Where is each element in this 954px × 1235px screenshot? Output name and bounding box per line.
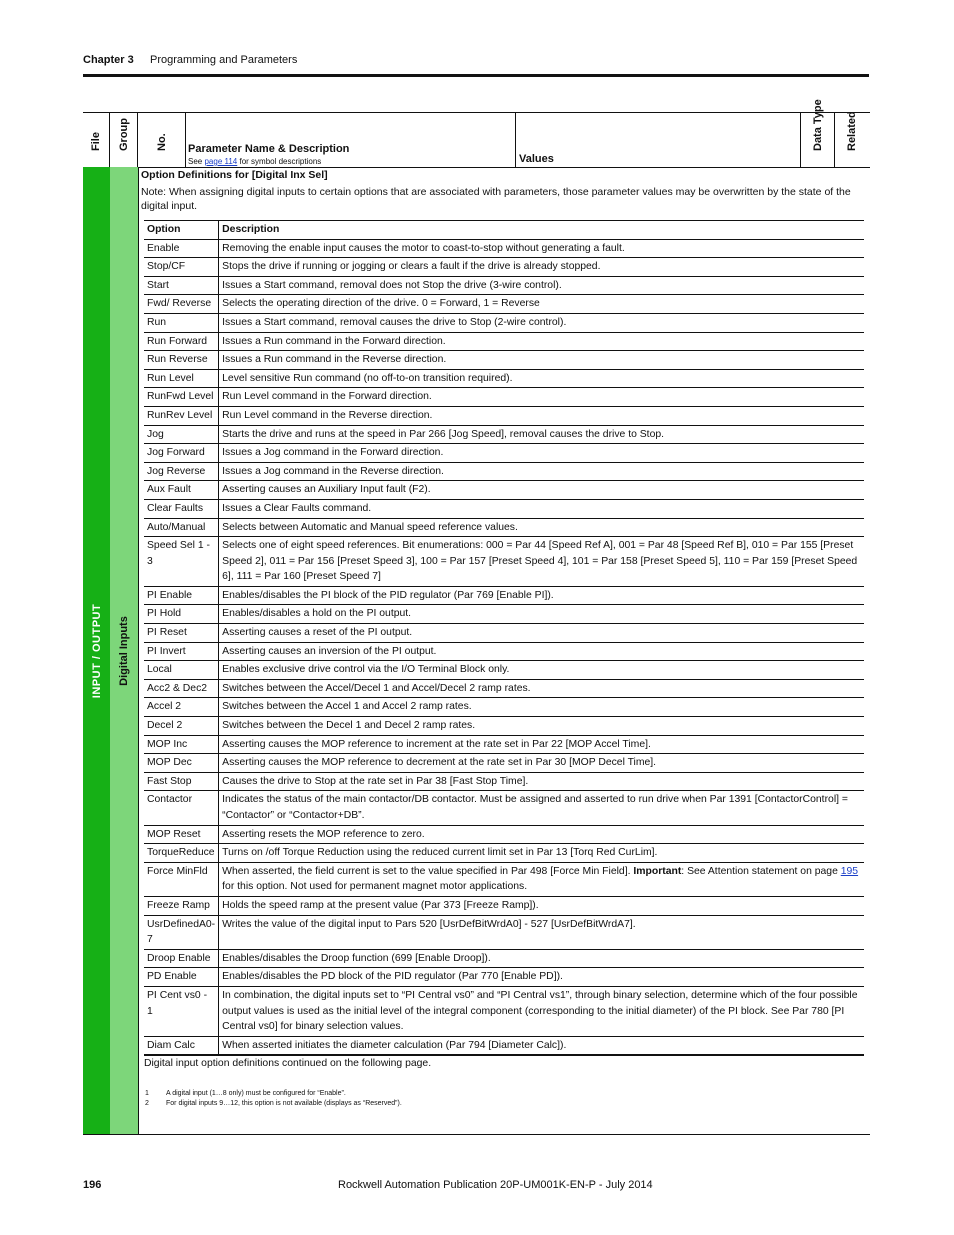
- option-description: Enables/disables the PI block of the PID regulator (Par 769 [Enable PI]).: [219, 586, 864, 605]
- option-description: Starts the drive and runs at the speed in Par 266 [Jog Speed], removal causes the drive to Stop.: [219, 425, 864, 444]
- option-name: Jog Forward: [144, 444, 219, 463]
- column-data-type-label: Data Type: [811, 99, 824, 151]
- option-description: Issues a Start command, removal does not Stop the drive (3-wire control).: [219, 276, 864, 295]
- option-row: [144, 624, 864, 643]
- footnote-text: For digital inputs 9…12, this option is not available (displays as “Reserved”).: [166, 1100, 402, 1108]
- option-description: Run Level command in the Forward direction.: [219, 388, 864, 407]
- group-band-label: Digital Inputs: [118, 616, 130, 686]
- option-description: Issues a Run command in the Reverse direction.: [219, 351, 864, 370]
- option-name: MOP Inc: [144, 735, 219, 754]
- option-name: Droop Enable: [144, 949, 219, 968]
- option-name: PI Cent vs0 - 1: [144, 986, 219, 1036]
- option-description: When asserted initiates the diameter calculation (Par 794 [Diameter Calc]).: [219, 1036, 864, 1055]
- option-row: [144, 388, 864, 407]
- option-row: [144, 586, 864, 605]
- option-description: Asserting causes the MOP reference to decrement at the rate set in Par 30 [MOP Decel Time].: [219, 754, 864, 773]
- option-description: Writes the value of the digital input to Pars 520 [UsrDefBitWrdA0] - 527 [UsrDefBitWrdA7].: [219, 915, 864, 949]
- option-description: Enables/disables the Droop function (699 [Enable Droop]).: [219, 949, 864, 968]
- option-description: Asserting causes a reset of the PI output.: [219, 624, 864, 643]
- option-row: [144, 537, 864, 587]
- group-band: [110, 167, 138, 1135]
- option-name: Accel 2: [144, 698, 219, 717]
- option-name: Fast Stop: [144, 772, 219, 791]
- column-file: [83, 113, 110, 167]
- option-name: Decel 2: [144, 717, 219, 736]
- option-name: PI Invert: [144, 642, 219, 661]
- option-description: Issues a Start command, removal causes the drive to Stop (2-wire control).: [219, 313, 864, 332]
- option-description: Selects between Automatic and Manual speed reference values.: [219, 518, 864, 537]
- option-description: Stops the drive if running or jogging or clears a fault if the drive is already stopped.: [219, 258, 864, 277]
- option-name: PD Enable: [144, 968, 219, 987]
- header-rule: [83, 74, 869, 77]
- option-description: Asserting causes the MOP reference to increment at the rate set in Par 22 [MOP Accel Time].: [219, 735, 864, 754]
- option-description: Asserting causes an Auxiliary Input fault (F2).: [219, 481, 864, 500]
- option-row: [144, 1036, 864, 1055]
- option-name: MOP Dec: [144, 754, 219, 773]
- option-row: [144, 862, 864, 896]
- option-row: [144, 642, 864, 661]
- option-row: [144, 968, 864, 987]
- symbol-description-note: See page 114 for symbol descriptions: [188, 157, 322, 166]
- option-name: Run Level: [144, 369, 219, 388]
- column-no: [138, 113, 186, 167]
- option-name: TorqueReduce: [144, 844, 219, 863]
- option-name: Diam Calc: [144, 1036, 219, 1055]
- option-row: [144, 444, 864, 463]
- option-name: Run Reverse: [144, 351, 219, 370]
- column-group: [110, 113, 138, 167]
- content-left-border: [138, 167, 139, 1135]
- option-row: [144, 499, 864, 518]
- option-description: In combination, the digital inputs set to “PI Central vs0” and “PI Central vs1”, through binary selection, determine which of the four possible output values is used as the initial level of the integral component (corresponding to the initial diameter) of the PI block. See Par 780 [PI Central vs0] for binary selection values.: [219, 986, 864, 1036]
- option-description: Turns on /off Torque Reduction using the reduced current limit set in Par 13 [Torq Red CurLim].: [219, 844, 864, 863]
- option-row: [144, 276, 864, 295]
- option-name: Stop/CF: [144, 258, 219, 277]
- option-row: [144, 369, 864, 388]
- option-row: [144, 772, 864, 791]
- option-description: When asserted, the field current is set to the value specified in Par 498 [Force Min Field]. Important: See Attention statement on page 195 for this option. Not used for permanent magnet motor applications.: [219, 862, 864, 896]
- option-definitions-note: Note: When assigning digital inputs to certain options that are associated with parameters, those parameter values may be overwritten by the state of the digital input.: [141, 186, 851, 212]
- option-description: Holds the speed ramp at the present value (Par 373 [Freeze Ramp]).: [219, 896, 864, 915]
- continued-note: Digital input option definitions continued on the following page.: [144, 1058, 432, 1070]
- option-name: RunRev Level: [144, 406, 219, 425]
- option-description: Issues a Jog command in the Reverse direction.: [219, 462, 864, 481]
- option-name: PI Reset: [144, 624, 219, 643]
- option-row: [144, 351, 864, 370]
- page-195-link[interactable]: 195: [840, 865, 859, 877]
- column-values-label: Values: [519, 153, 554, 165]
- option-definitions-title: Option Definitions for [Digital Inx Sel]: [141, 169, 328, 181]
- page-114-link[interactable]: page 114: [204, 157, 238, 166]
- publication-info: Rockwell Automation Publication 20P-UM001K-EN-P - July 2014: [338, 1179, 653, 1191]
- footnote-number: 1: [145, 1090, 149, 1098]
- option-description: Issues a Run command in the Forward direction.: [219, 332, 864, 351]
- option-row: [144, 791, 864, 825]
- file-band: [83, 167, 110, 1135]
- option-row: [144, 481, 864, 500]
- column-param-name: [185, 113, 516, 167]
- option-description: Causes the drive to Stop at the rate set in Par 38 [Fast Stop Time].: [219, 772, 864, 791]
- option-row: [144, 735, 864, 754]
- option-row: [144, 605, 864, 624]
- option-name: Jog: [144, 425, 219, 444]
- section-title: Programming and Parameters: [150, 54, 298, 66]
- option-description: Enables exclusive drive control via the I/O Terminal Block only.: [219, 661, 864, 680]
- file-band-label: INPUT / OUTPUT: [90, 603, 103, 699]
- option-row: [144, 896, 864, 915]
- option-row: [144, 844, 864, 863]
- option-row: [144, 825, 864, 844]
- option-description: Enables/disables the PD block of the PID regulator (Par 770 [Enable PD]).: [219, 968, 864, 987]
- column-file-label: File: [90, 132, 102, 151]
- footnote-number: 2: [145, 1100, 149, 1108]
- option-name: Run Forward: [144, 332, 219, 351]
- option-row: [144, 717, 864, 736]
- column-data-type: [801, 99, 835, 167]
- option-row: [144, 425, 864, 444]
- options-table-body: [144, 239, 864, 1055]
- option-name: Clear Faults: [144, 499, 219, 518]
- option-row: [144, 239, 864, 258]
- option-name: Start: [144, 276, 219, 295]
- option-description: Enables/disables a hold on the PI output.: [219, 605, 864, 624]
- option-row: [144, 754, 864, 773]
- options-table-header: [144, 221, 864, 240]
- option-row: [144, 518, 864, 537]
- option-row: [144, 949, 864, 968]
- option-name: Auto/Manual: [144, 518, 219, 537]
- table-bottom-rule: [83, 1134, 870, 1135]
- option-description: Issues a Clear Faults command.: [219, 499, 864, 518]
- option-description: Selects the operating direction of the drive. 0 = Forward, 1 = Reverse: [219, 295, 864, 314]
- option-row: [144, 679, 864, 698]
- footnote-text: A digital input (1…8 only) must be configured for “Enable”.: [166, 1090, 346, 1098]
- option-row: [144, 313, 864, 332]
- option-description: Indicates the status of the main contactor/DB contactor. Must be assigned and asserted to run drive when Par 1391 [ContactorControl] = “Contactor” or “Contactor+DB”.: [219, 791, 864, 825]
- option-row: [144, 462, 864, 481]
- option-row: [144, 915, 864, 949]
- option-name: Contactor: [144, 791, 219, 825]
- description-column-header: Description: [219, 221, 864, 240]
- options-table: [144, 220, 864, 1056]
- option-description: Level sensitive Run command (no off-to-on transition required).: [219, 369, 864, 388]
- option-column-header: Option: [144, 221, 219, 240]
- option-name: Jog Reverse: [144, 462, 219, 481]
- column-related: [835, 113, 869, 167]
- column-values: [516, 113, 801, 167]
- option-description: Switches between the Decel 1 and Decel 2 ramp rates.: [219, 717, 864, 736]
- option-name: Speed Sel 1 - 3: [144, 537, 219, 587]
- option-description: Removing the enable input causes the motor to coast-to-stop without generating a fault.: [219, 239, 864, 258]
- column-related-label: Related: [846, 111, 858, 151]
- option-name: RunFwd Level: [144, 388, 219, 407]
- chapter-label: Chapter 3: [83, 54, 134, 66]
- option-name: MOP Reset: [144, 825, 219, 844]
- option-name: Freeze Ramp: [144, 896, 219, 915]
- option-row: [144, 661, 864, 680]
- option-description: Asserting resets the MOP reference to zero.: [219, 825, 864, 844]
- column-param-name-label: Parameter Name & Description: [188, 143, 350, 155]
- column-group-label: Group: [117, 118, 130, 151]
- page-number: 196: [83, 1179, 102, 1191]
- option-name: PI Hold: [144, 605, 219, 624]
- option-description: Run Level command in the Reverse direction.: [219, 406, 864, 425]
- option-name: Run: [144, 313, 219, 332]
- option-description: Switches between the Accel/Decel 1 and Accel/Decel 2 ramp rates.: [219, 679, 864, 698]
- option-name: UsrDefinedA0-7: [144, 915, 219, 949]
- column-header-row: [83, 99, 870, 168]
- footnote: [141, 1089, 864, 1099]
- option-name: Enable: [144, 239, 219, 258]
- footnote: [141, 1099, 864, 1109]
- footnotes: [141, 1089, 864, 1109]
- option-description: Switches between the Accel 1 and Accel 2 ramp rates.: [219, 698, 864, 717]
- option-definitions: [141, 168, 864, 1109]
- option-name: Acc2 & Dec2: [144, 679, 219, 698]
- option-row: [144, 986, 864, 1036]
- option-name: Force MinFld: [144, 862, 219, 896]
- option-row: [144, 258, 864, 277]
- option-name: Local: [144, 661, 219, 680]
- option-description: Issues a Jog command in the Forward direction.: [219, 444, 864, 463]
- option-name: Fwd/ Reverse: [144, 295, 219, 314]
- option-row: [144, 406, 864, 425]
- option-description: Selects one of eight speed references. Bit enumerations: 000 = Par 44 [Speed Ref A], 001 = Par 48 [Speed Ref B], 010 = Par 155 [Preset Speed 2], 011 = Par 156 [Preset Speed 3], 100 = Par 157 [Preset Speed 4], 101 = Par 158 [Preset Speed 5], 110 = Par 159 [Preset Speed 6], 111 = Par 160 [Preset Speed 7]: [219, 537, 864, 587]
- option-row: [144, 332, 864, 351]
- option-row: [144, 295, 864, 314]
- option-name: PI Enable: [144, 586, 219, 605]
- option-description: Asserting causes an inversion of the PI output.: [219, 642, 864, 661]
- option-name: Aux Fault: [144, 481, 219, 500]
- option-row: [144, 698, 864, 717]
- column-no-label: No.: [155, 133, 168, 151]
